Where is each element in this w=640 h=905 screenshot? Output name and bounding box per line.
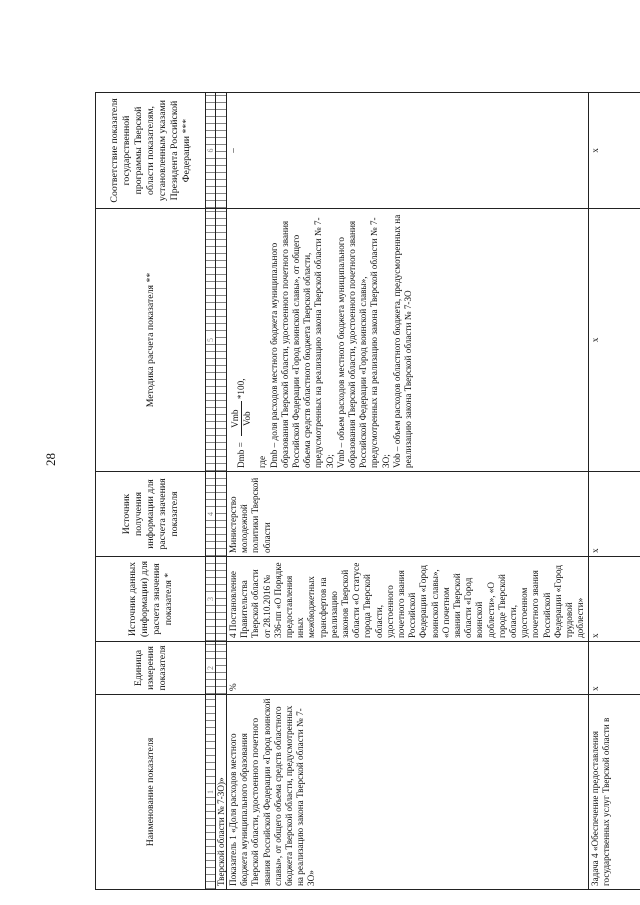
table-row-continuation xyxy=(216,93,227,890)
page-number: 28 xyxy=(43,453,58,466)
indicator-method xyxy=(227,209,589,472)
indicator-unit: % xyxy=(227,642,589,695)
indicator-name: Показатель 1 «Доля расходов местного бюджета муниципального образования Тверской области, удостоенного почетного звания Российской Федерации «Город воинской славы», от общего объема средств областного бюджета Тверской области, предусмотренных на реализацию закона Тверской области № 7-ЗО» xyxy=(227,695,589,890)
indicator-info-source: Министерство молодежной политики Тверской области xyxy=(227,472,589,557)
task-info-source: x xyxy=(588,472,640,557)
continuation-filler xyxy=(216,642,227,695)
col-num-1: 1 xyxy=(206,695,216,890)
continuation-filler xyxy=(216,557,227,642)
formula-fraction xyxy=(230,401,253,435)
task-compliance: x xyxy=(588,93,640,209)
continuation-filler xyxy=(216,93,227,209)
table-row-task-4 xyxy=(588,93,640,890)
continuation-filler xyxy=(216,472,227,557)
method-description: где Dmb – доля расходов местного бюджета муниципального образования Тверской области, удостоенного почетного звания Российской Федерации «Город воинской славы», от общего объема средств областного бюджета Тверской области, предусмотренных на реализацию закона Тверской области № 7-ЗО; Vmb – объем расходов местного бюджета муниципального образования Тверской области, удостоенного почетного звания Российской Федерации «Город воинской славы», предусмотренных на реализацию закона Тверской области № 7-ЗО; Vob – объем расходов областного бюджета, предусмотренных на реализацию закона Тверской области № 7-ЗО xyxy=(257,214,414,468)
formula-numerator: Vmb xyxy=(230,401,242,435)
col-num-4: 4 xyxy=(206,472,216,557)
task-method: x xyxy=(588,209,640,472)
formula-denominator: Vob xyxy=(242,411,253,426)
table-row-indicator-1 xyxy=(227,93,589,890)
indicator-table-rotated xyxy=(95,93,611,890)
formula: Dmb = Vmb Vob *100, xyxy=(230,378,253,468)
col-num-6: 6 xyxy=(206,93,216,209)
indicator-compliance: – xyxy=(227,93,589,209)
col-num-2: 2 xyxy=(206,642,216,695)
header-compliance: Соответствие показателя государственной программы Тверской области показателям, установленным указами Президента Российской Федерации *** xyxy=(96,93,206,209)
task-unit: x xyxy=(588,642,640,695)
header-method: Методика расчета показателя ** xyxy=(96,209,206,472)
continuation-filler xyxy=(216,209,227,472)
header-name: Наименование показателя xyxy=(96,695,206,890)
col-num-3: 3 xyxy=(206,557,216,642)
task-name: Задача 4 «Обеспечение предоставления государственных услуг Тверской области в xyxy=(588,695,640,890)
indicator-table xyxy=(95,92,640,890)
header-info-source: Источник получения информации для расчета значения показателя xyxy=(96,472,206,557)
continuation-text: Тверской области № 7-ЗО)» xyxy=(216,695,227,890)
indicator-data-source: 4 Постановление Правительства Тверской области от 28.10.2016 № 336-пп «О Порядке предоставления иных межбюджетных трансфертов на реализацию законов Тверской области «О статусе города Тверской области, удостоенного почетного звания Российской Федерации «Город воинской славы», «О почетном звании Тверской области «Город воинской доблести», «О городе Тверской области, удостоенном почетного звания Российской Федерации «Город трудовой доблести» xyxy=(227,557,589,642)
col-num-5: 5 xyxy=(206,209,216,472)
header-row xyxy=(96,93,206,890)
header-unit: Единица измерения показателя xyxy=(96,642,206,695)
task-data-source: x xyxy=(588,557,640,642)
column-number-row xyxy=(206,93,216,890)
header-data-source: Источник данных (информации) для расчета значения показателя * xyxy=(96,557,206,642)
